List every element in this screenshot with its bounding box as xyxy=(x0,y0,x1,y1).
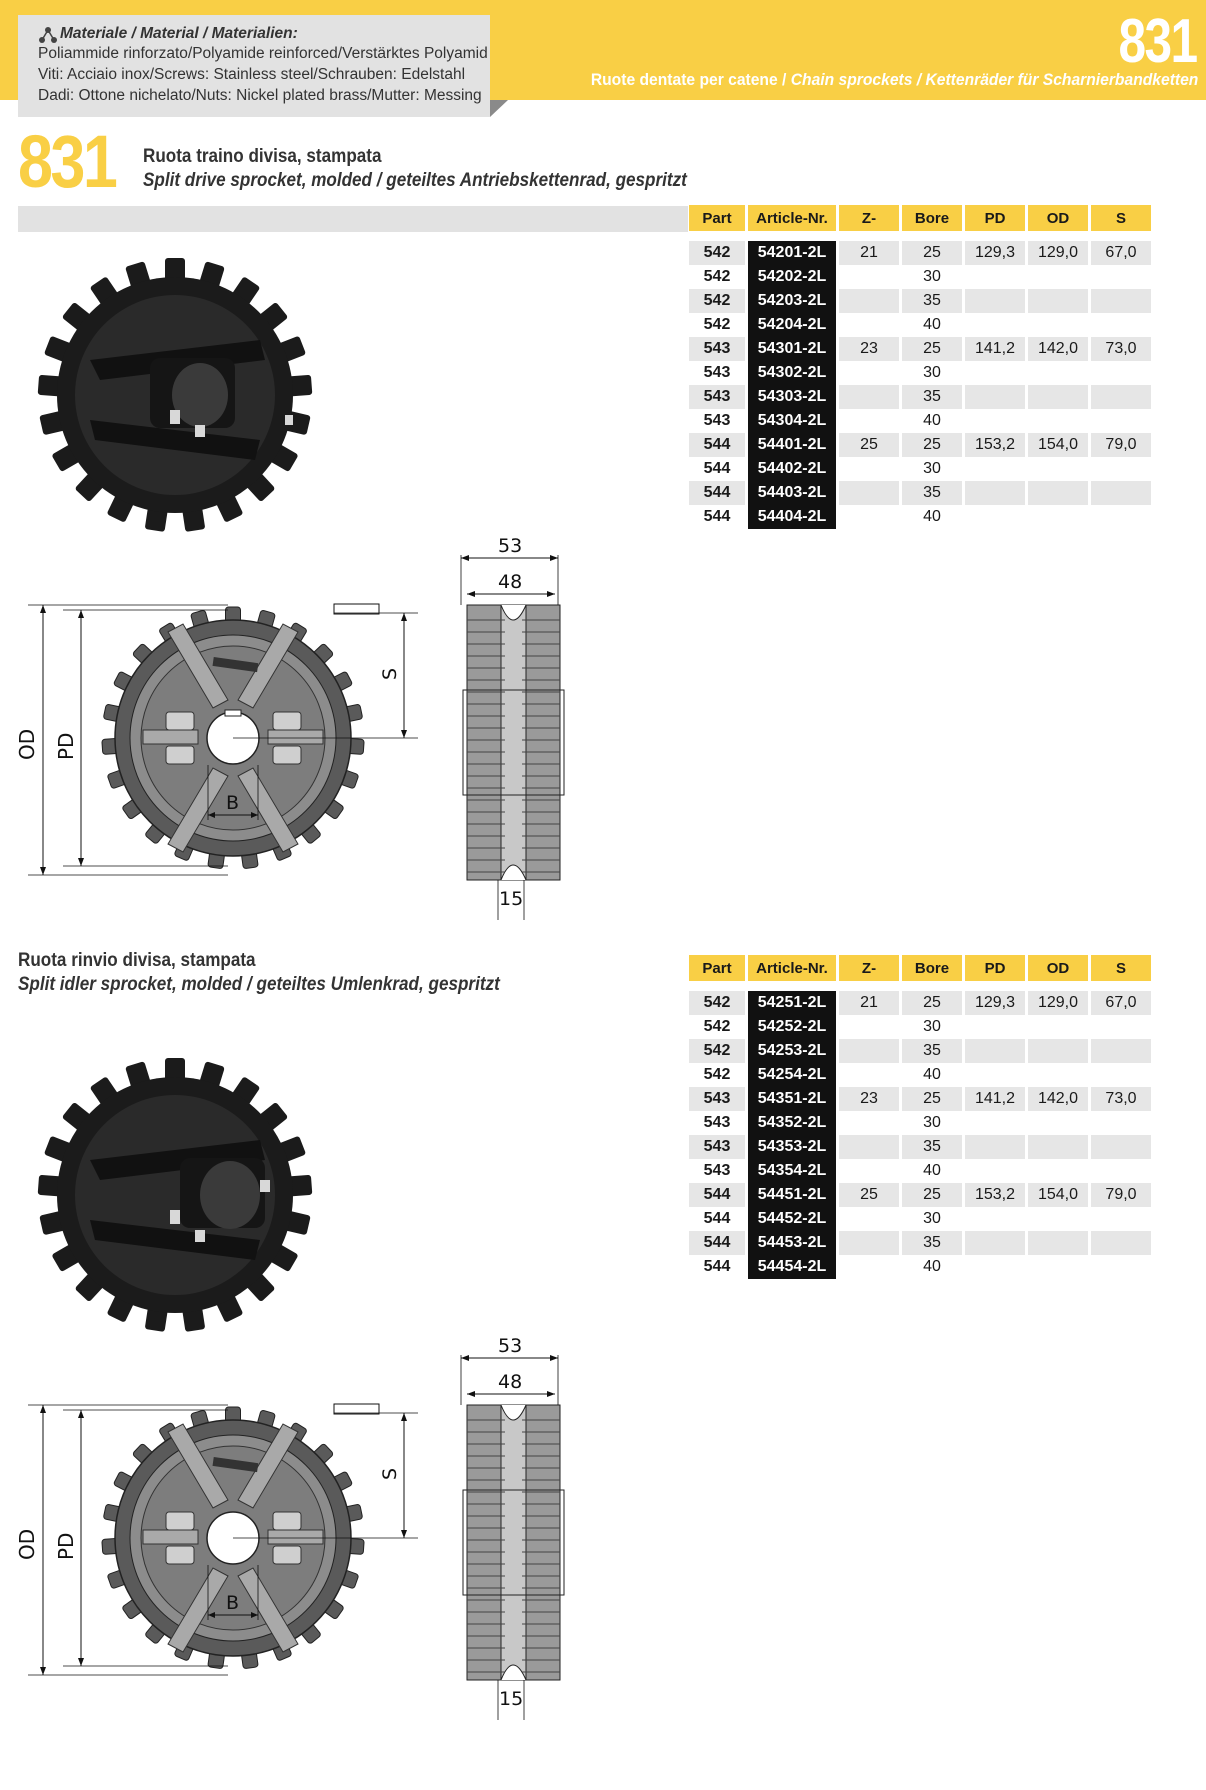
cell-s xyxy=(1091,1063,1151,1087)
series-subtitle xyxy=(590,70,1198,90)
cell-pd xyxy=(965,1159,1025,1183)
cell-bore: 30 xyxy=(923,1114,941,1131)
cell-s xyxy=(1091,1015,1151,1039)
table-row xyxy=(689,1063,1151,1087)
cell-s: 79,0 xyxy=(1091,1183,1151,1207)
cell-article: 54253-2L xyxy=(748,1039,836,1063)
material-box xyxy=(18,15,490,117)
cell-od: 142,0 xyxy=(1028,337,1088,361)
column-header: OD xyxy=(1028,205,1088,231)
cell-pd: 153,2 xyxy=(965,433,1025,457)
cell-bore: 40 xyxy=(923,1066,941,1083)
table-row xyxy=(689,1207,1151,1231)
cell-s: 73,0 xyxy=(1091,1087,1151,1111)
side-view xyxy=(463,605,564,880)
cell-od: 154,0 xyxy=(1028,433,1088,457)
cell-part: 542 xyxy=(703,316,731,333)
cell-part: 542 xyxy=(703,1018,731,1035)
cell-od xyxy=(1028,313,1088,337)
cell-bore: 25 xyxy=(902,1087,962,1111)
cell-bore: 30 xyxy=(923,1210,941,1227)
cell-pd xyxy=(965,289,1025,313)
cell-part: 542 xyxy=(689,991,745,1015)
table-row xyxy=(689,1183,1151,1207)
cell-s xyxy=(1091,409,1151,433)
column-header: Part xyxy=(689,205,745,231)
s-label: S xyxy=(379,667,401,680)
idler-sprocket-table xyxy=(686,955,1154,1279)
cell-bore: 35 xyxy=(902,1231,962,1255)
cell-s xyxy=(1091,505,1151,529)
cell-z: 25 xyxy=(839,1183,899,1207)
cell-part: 544 xyxy=(703,460,731,477)
column-header: Bore xyxy=(902,955,962,981)
cell-s xyxy=(1091,1111,1151,1135)
table-row xyxy=(689,481,1151,505)
cell-article: 54404-2L xyxy=(748,505,836,529)
cell-bore: 40 xyxy=(923,1162,941,1179)
cell-article: 54454-2L xyxy=(748,1255,836,1279)
cell-article: 54452-2L xyxy=(748,1207,836,1231)
table-row xyxy=(689,1087,1151,1111)
cell-od xyxy=(1028,289,1088,313)
cell-part: 543 xyxy=(689,1087,745,1111)
cell-article: 54403-2L xyxy=(748,481,836,505)
table-row xyxy=(689,991,1151,1015)
cell-bore: 40 xyxy=(923,316,941,333)
cell-pd xyxy=(965,1255,1025,1279)
cell-z xyxy=(839,457,899,481)
cell-pd xyxy=(965,265,1025,289)
table-header-row xyxy=(689,955,1151,981)
b-label: B xyxy=(226,1592,240,1614)
table-header-row xyxy=(689,205,1151,231)
section-number: 831 xyxy=(18,120,116,203)
cell-z xyxy=(839,265,899,289)
column-header: Article-Nr. xyxy=(748,205,836,231)
cell-od xyxy=(1028,1039,1088,1063)
cell-bore: 25 xyxy=(902,991,962,1015)
cell-s xyxy=(1091,1231,1151,1255)
cell-bore: 40 xyxy=(923,412,941,429)
cell-od xyxy=(1028,1207,1088,1231)
cell-pd: 141,2 xyxy=(965,337,1025,361)
cell-article: 54202-2L xyxy=(748,265,836,289)
cell-pd xyxy=(965,505,1025,529)
cell-bore: 30 xyxy=(923,460,941,477)
cell-od xyxy=(1028,409,1088,433)
cell-od xyxy=(1028,1111,1088,1135)
table-row xyxy=(689,1231,1151,1255)
hub-width-label: 15 xyxy=(499,888,524,910)
cell-s: 67,0 xyxy=(1091,991,1151,1015)
column-header: PD xyxy=(965,955,1025,981)
cell-s: 79,0 xyxy=(1091,433,1151,457)
cell-bore: 25 xyxy=(902,433,962,457)
series-number: 831 xyxy=(1118,7,1196,76)
cell-pd xyxy=(965,457,1025,481)
cell-pd xyxy=(965,409,1025,433)
section2-title-en-de: Split idler sprocket, molded / geteiltes Umlenkrad, gespritzt xyxy=(18,974,500,995)
cell-part: 543 xyxy=(703,1162,731,1179)
cell-od xyxy=(1028,1015,1088,1039)
table-row xyxy=(689,289,1151,313)
cell-od xyxy=(1028,481,1088,505)
cell-part: 543 xyxy=(689,385,745,409)
table-body xyxy=(689,981,1151,1279)
cell-article: 54203-2L xyxy=(748,289,836,313)
cell-article: 54453-2L xyxy=(748,1231,836,1255)
cell-z xyxy=(839,481,899,505)
cell-s xyxy=(1091,1039,1151,1063)
cell-s xyxy=(1091,1159,1151,1183)
cell-z xyxy=(839,1255,899,1279)
hub-width-label: 15 xyxy=(499,1688,524,1710)
cell-part: 544 xyxy=(703,1258,731,1275)
cell-s xyxy=(1091,385,1151,409)
cell-article: 54251-2L xyxy=(748,991,836,1015)
cell-z xyxy=(839,1111,899,1135)
cell-pd: 153,2 xyxy=(965,1183,1025,1207)
cell-z: 23 xyxy=(839,337,899,361)
cell-s xyxy=(1091,1255,1151,1279)
cell-od xyxy=(1028,1231,1088,1255)
column-header: S xyxy=(1091,955,1151,981)
cell-z: 21 xyxy=(839,241,899,265)
cell-article: 54204-2L xyxy=(748,313,836,337)
cell-od: 142,0 xyxy=(1028,1087,1088,1111)
cell-s xyxy=(1091,265,1151,289)
cell-s xyxy=(1091,1207,1151,1231)
cell-article: 54451-2L xyxy=(748,1183,836,1207)
cell-s xyxy=(1091,1135,1151,1159)
section-title-it: Ruota traino divisa, stampata xyxy=(143,146,382,167)
cell-bore: 35 xyxy=(902,289,962,313)
width-total-label: 53 xyxy=(498,535,523,557)
idler-sprocket-photo xyxy=(30,1050,320,1340)
cell-bore: 35 xyxy=(902,1039,962,1063)
od-label: OD xyxy=(15,1528,39,1560)
cell-pd: 129,3 xyxy=(965,991,1025,1015)
cell-pd: 141,2 xyxy=(965,1087,1025,1111)
cell-article: 54252-2L xyxy=(748,1015,836,1039)
cell-pd xyxy=(965,1135,1025,1159)
column-header: Z- xyxy=(839,955,899,981)
table-body xyxy=(689,231,1151,529)
column-header: Part xyxy=(689,955,745,981)
drive-sprocket-photo xyxy=(30,250,320,540)
drive-sprocket-table xyxy=(686,205,1154,529)
cell-od: 154,0 xyxy=(1028,1183,1088,1207)
molecule-icon xyxy=(38,26,58,44)
table-row xyxy=(689,409,1151,433)
cell-s xyxy=(1091,289,1151,313)
cell-s xyxy=(1091,457,1151,481)
column-header: Bore xyxy=(902,205,962,231)
section2-title-it: Ruota rinvio divisa, stampata xyxy=(18,950,256,971)
cell-bore: 25 xyxy=(902,337,962,361)
cell-part: 544 xyxy=(689,433,745,457)
table-row xyxy=(689,241,1151,265)
cell-z xyxy=(839,1231,899,1255)
cell-od xyxy=(1028,457,1088,481)
cell-pd xyxy=(965,481,1025,505)
cell-od xyxy=(1028,385,1088,409)
series-subtitle-it: Ruote dentate per catene / xyxy=(590,70,787,89)
cell-part: 543 xyxy=(703,364,731,381)
table-row xyxy=(689,1015,1151,1039)
cell-z xyxy=(839,1039,899,1063)
idler-sprocket-drawing xyxy=(15,1335,578,1720)
cell-bore: 30 xyxy=(923,1018,941,1035)
cell-s xyxy=(1091,313,1151,337)
cell-part: 543 xyxy=(703,1114,731,1131)
cell-z xyxy=(839,1135,899,1159)
cell-od xyxy=(1028,1159,1088,1183)
cell-z: 21 xyxy=(839,991,899,1015)
cell-part: 542 xyxy=(689,289,745,313)
s-label: S xyxy=(379,1467,401,1480)
cell-z xyxy=(839,409,899,433)
pd-label: PD xyxy=(54,1532,78,1560)
cell-z xyxy=(839,1063,899,1087)
cell-s xyxy=(1091,361,1151,385)
cell-od: 129,0 xyxy=(1028,241,1088,265)
table-row xyxy=(689,1135,1151,1159)
cell-article: 54351-2L xyxy=(748,1087,836,1111)
table-row xyxy=(689,385,1151,409)
column-header: OD xyxy=(1028,955,1088,981)
column-header: Article-Nr. xyxy=(748,955,836,981)
cell-z xyxy=(839,505,899,529)
cell-od: 129,0 xyxy=(1028,991,1088,1015)
cell-bore: 35 xyxy=(902,481,962,505)
cell-pd: 129,3 xyxy=(965,241,1025,265)
table-row xyxy=(689,433,1151,457)
material-heading: Materiale / Material / Materialien: xyxy=(60,25,298,42)
cell-z xyxy=(839,361,899,385)
table-spacer-row xyxy=(689,231,1151,241)
cell-bore: 25 xyxy=(902,1183,962,1207)
side-view xyxy=(463,1405,564,1680)
cell-article: 54302-2L xyxy=(748,361,836,385)
series-subtitle-en-de: Chain sprockets / Kettenräder für Scharnierbandketten xyxy=(790,70,1198,89)
cell-z xyxy=(839,385,899,409)
cell-part: 543 xyxy=(689,1135,745,1159)
cell-z xyxy=(839,1015,899,1039)
cell-article: 54301-2L xyxy=(748,337,836,361)
cell-article: 54401-2L xyxy=(748,433,836,457)
pd-label: PD xyxy=(54,732,78,760)
cell-article: 54304-2L xyxy=(748,409,836,433)
cell-od xyxy=(1028,505,1088,529)
cell-od xyxy=(1028,361,1088,385)
column-header: S xyxy=(1091,205,1151,231)
table-row xyxy=(689,1255,1151,1279)
table-row xyxy=(689,1039,1151,1063)
cell-z: 23 xyxy=(839,1087,899,1111)
cell-part: 544 xyxy=(703,508,731,525)
cell-z xyxy=(839,289,899,313)
cell-part: 544 xyxy=(689,1231,745,1255)
cell-od xyxy=(1028,1063,1088,1087)
cell-z: 25 xyxy=(839,433,899,457)
cell-article: 54353-2L xyxy=(748,1135,836,1159)
cell-bore: 40 xyxy=(923,1258,941,1275)
cell-part: 544 xyxy=(689,1183,745,1207)
cell-part: 542 xyxy=(689,241,745,265)
cell-part: 544 xyxy=(703,1210,731,1227)
table-row xyxy=(689,505,1151,529)
title-rule xyxy=(18,206,688,232)
cell-bore: 40 xyxy=(923,508,941,525)
cell-pd xyxy=(965,385,1025,409)
section-title-en-de: Split drive sprocket, molded / geteiltes Antriebskettenrad, gespritzt xyxy=(143,170,687,191)
cell-part: 542 xyxy=(703,1066,731,1083)
material-line: Viti: Acciaio inox/Screws: Stainless steel/Schrauben: Edelstahl xyxy=(38,66,466,83)
cell-pd xyxy=(965,361,1025,385)
cell-pd xyxy=(965,1015,1025,1039)
table-row xyxy=(689,337,1151,361)
cell-od xyxy=(1028,1135,1088,1159)
cell-article: 54354-2L xyxy=(748,1159,836,1183)
cell-bore: 35 xyxy=(902,385,962,409)
cell-s: 67,0 xyxy=(1091,241,1151,265)
cell-bore: 30 xyxy=(923,364,941,381)
cell-part: 544 xyxy=(689,481,745,505)
cell-article: 54303-2L xyxy=(748,385,836,409)
width-inner-label: 48 xyxy=(498,571,523,593)
drive-sprocket-drawing xyxy=(15,535,578,920)
cell-bore: 35 xyxy=(902,1135,962,1159)
cell-article: 54254-2L xyxy=(748,1063,836,1087)
cell-s xyxy=(1091,481,1151,505)
cell-article: 54402-2L xyxy=(748,457,836,481)
cell-pd xyxy=(965,1063,1025,1087)
cell-pd xyxy=(965,1231,1025,1255)
cell-z xyxy=(839,1207,899,1231)
cell-part: 543 xyxy=(689,337,745,361)
material-line: Poliammide rinforzato/Polyamide reinforced/Verstärktes Polyamid xyxy=(38,45,488,62)
cell-pd xyxy=(965,1207,1025,1231)
table-row xyxy=(689,457,1151,481)
material-line: Dadi: Ottone nichelato/Nuts: Nickel plated brass/Mutter: Messing xyxy=(38,87,482,104)
cell-od xyxy=(1028,265,1088,289)
cell-pd xyxy=(965,1039,1025,1063)
width-inner-label: 48 xyxy=(498,1371,523,1393)
cell-s: 73,0 xyxy=(1091,337,1151,361)
table-row xyxy=(689,1159,1151,1183)
table-row xyxy=(689,1111,1151,1135)
table-row xyxy=(689,265,1151,289)
width-total-label: 53 xyxy=(498,1335,523,1357)
table-row xyxy=(689,361,1151,385)
cell-part: 542 xyxy=(703,268,731,285)
cell-bore: 25 xyxy=(902,241,962,265)
table-row xyxy=(689,313,1151,337)
cell-pd xyxy=(965,313,1025,337)
cell-z xyxy=(839,1159,899,1183)
cell-z xyxy=(839,313,899,337)
cell-part: 543 xyxy=(703,412,731,429)
cell-article: 54201-2L xyxy=(748,241,836,265)
material-box-fold xyxy=(490,100,508,117)
column-header: PD xyxy=(965,205,1025,231)
cell-od xyxy=(1028,1255,1088,1279)
cell-article: 54352-2L xyxy=(748,1111,836,1135)
od-label: OD xyxy=(15,728,39,760)
table-spacer-row xyxy=(689,981,1151,991)
cell-bore: 30 xyxy=(923,268,941,285)
b-label: B xyxy=(226,792,240,814)
cell-pd xyxy=(965,1111,1025,1135)
column-header: Z- xyxy=(839,205,899,231)
cell-part: 542 xyxy=(689,1039,745,1063)
